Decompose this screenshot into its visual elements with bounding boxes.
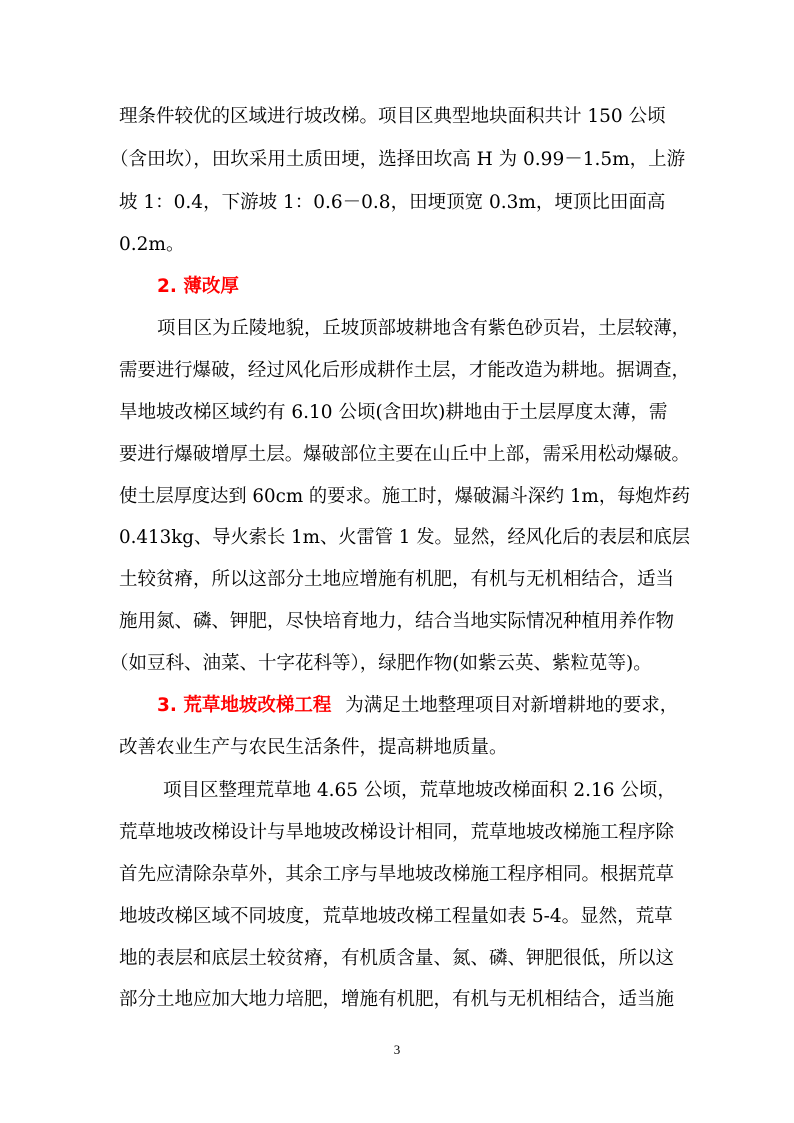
line-text: 0.413kg、导火索长 1m、火雷管 1 发。显然，经风化后的表层和底层	[119, 527, 690, 548]
line-text: 坡 1：0.4，下游坡 1：0.6－0.8，田埂顶宽 0.3m，埂顶比田面高	[119, 192, 666, 213]
line-text: 理条件较优的区域进行坡改梯。项目区典型地块面积共计 150 公顷	[119, 106, 666, 127]
paragraph-line	[0, 861, 794, 889]
line-text: 土较贫瘠，所以这部分土地应增施有机肥，有机与无机相结合，适当	[119, 569, 675, 590]
paragraph-line	[0, 189, 794, 217]
paragraph-line	[1, 315, 790, 343]
page-number: 3	[393, 1042, 401, 1057]
line-text: 地的表层和底层土较贫瘠，有机质含量、氮、磷、钾肥很低，所以这	[119, 948, 675, 969]
line-text: 首先应清除杂草外，其余工序与旱地坡改梯施工程序相同。根据荒草	[119, 864, 675, 885]
heading-text: 3. 荒草地坡改梯工程	[157, 695, 332, 716]
line-text: 旱地坡改梯区域约有 6.10 公顷(含田坎)耕地由于土层厚度太薄，需	[119, 402, 668, 423]
paragraph-line	[0, 399, 794, 427]
heading-text: 2. 薄改厚	[157, 276, 239, 297]
paragraph-line	[1, 357, 792, 385]
paragraph-line	[0, 650, 794, 678]
line-text: 改善农业生产与农民生活条件，提高耕地质量。	[119, 737, 508, 758]
line-text: 地坡改梯区域不同坡度，荒草地坡改梯工程量如表 5-4。显然，荒草	[119, 906, 673, 927]
line-text: 部分土地应加大地力培肥，增施有机肥，有机与无机相结合，适当施	[119, 989, 675, 1010]
paragraph-line	[0, 608, 794, 636]
line-text: 使土层厚度达到 60cm 的要求。施工时，爆破漏斗深约 1m，每炮炸药	[119, 486, 691, 507]
line-text: 项目区为丘陵地貌，丘坡顶部坡耕地含有紫色砂页岩，土层较薄，	[157, 318, 690, 339]
paragraph-line	[0, 986, 794, 1014]
line-text: 为满足土地整理项目对新增耕地的要求，	[345, 695, 679, 716]
paragraph-line	[0, 945, 794, 973]
line-text: 荒草地坡改梯设计与旱地坡改梯设计相同，荒草地坡改梯施工程序除	[119, 822, 675, 843]
paragraph-line	[0, 566, 794, 594]
paragraph-line	[0, 103, 794, 131]
paragraph-line	[2, 524, 785, 552]
line-text: 施用氮、磷、钾肥，尽快培育地力，结合当地实际情况种植用养作物	[119, 611, 675, 632]
line-text: 要进行爆破增厚土层。爆破部位主要在山丘中上部，需采用松动爆破。	[119, 444, 690, 465]
section-heading-2	[0, 273, 794, 301]
line-text: （如豆科、油菜、十字花科等），绿肥作物(如紫云英、紫粒苋等)。	[110, 653, 652, 674]
paragraph-line	[0, 777, 794, 805]
paragraph-line	[0, 903, 794, 931]
line-text: 0.2m。	[119, 234, 185, 255]
paragraph-line	[0, 146, 794, 174]
paragraph-line	[2, 483, 784, 511]
line-text: 项目区整理荒草地 4.65 公顷，荒草地坡改梯面积 2.16 公顷，	[163, 780, 676, 801]
paragraph-line	[0, 734, 794, 762]
section-heading-3-line	[0, 692, 794, 720]
paragraph-line	[1, 441, 792, 469]
line-text: 需要进行爆破，经过风化后形成耕作土层，才能改造为耕地。据调查，	[119, 360, 690, 381]
line-text: （含田坎），田坎采用土质田埂，选择田坎高 H 为 0.99－1.5m，上游	[110, 149, 686, 170]
paragraph-line	[0, 231, 794, 259]
paragraph-line	[0, 819, 794, 847]
